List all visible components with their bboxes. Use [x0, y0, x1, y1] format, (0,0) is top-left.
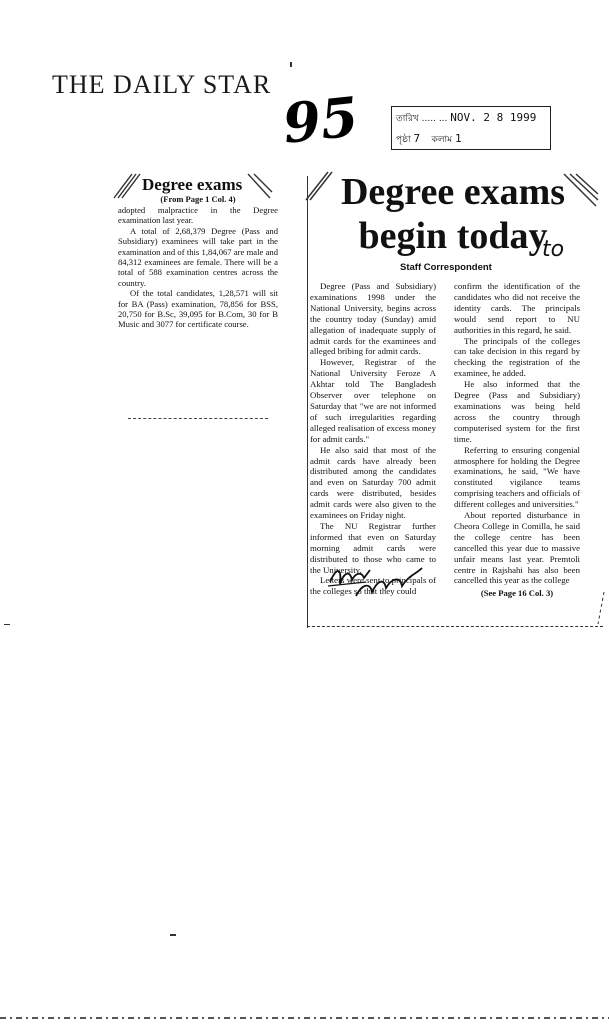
continuation-paragraph: adopted malpractice in the Degree examination last year. — [118, 205, 278, 226]
article-paragraph: Referring to ensuring congenial atmosphere for holding the Degree examinations, he said, "We have constituted vigilance teams comprising teachers and officials of different colleges and universities." — [454, 444, 580, 510]
stamp-date-row — [396, 108, 546, 129]
article-byline: Staff Correspondent — [400, 262, 492, 273]
article-column-2 — [454, 281, 580, 598]
handwritten-number: 95 — [279, 84, 362, 156]
stamp-date-label: তারিখ ..... ... — [396, 114, 448, 124]
article-paragraph: Letters were sent to principals of the colleges so that they could — [310, 575, 436, 597]
article-paragraph: The NU Registrar further informed that even on Saturday morning admit cards were distributed to those who came to the University. — [310, 520, 436, 575]
clipping-cut-line — [128, 418, 268, 419]
stamp-page-label: পৃষ্ঠা — [396, 135, 411, 145]
continuation-from-line: (From Page 1 Col. 4) — [160, 194, 236, 204]
continuation-paragraph: Of the total candidates, 1,28,571 will sit for BA (Pass) examination, 78,856 for BSS, 20,750 for B.Sc, 39,095 for B.Com, 30 for B Music and 3077 for certificate course. — [118, 288, 278, 330]
stamp-page-value: 7 — [413, 132, 421, 145]
handwritten-annotation: to — [542, 237, 565, 262]
article-column-1 — [310, 281, 436, 597]
page-edge-noise — [0, 1010, 609, 1024]
scan-speck — [4, 624, 10, 625]
handwritten-signature — [326, 560, 436, 600]
continuation-paragraph: A total of 2,68,379 Degree (Pass and Subsidiary) examinees will take part in the examination and of this 1,84,067 are male and 84,312 examinees are female. There will be a total of 588 examination centres across the country. — [118, 225, 278, 288]
headline-line-2: begin today — [358, 215, 548, 257]
article-paragraph: confirm the identification of the candidates who did not receive the identity cards. The principals would send report to NU authorities in this regard, he said. — [454, 281, 580, 335]
stamp-column-value: 1 — [455, 132, 462, 145]
continuation-clipping — [118, 176, 278, 330]
article-paragraph: Degree (Pass and Subsidiary) examinations 1998 under the National University, begins across the country today (Sunday) amid allegation of inadequate supply of admit cards for the examinees and alleged bribing for admit cards. — [310, 281, 436, 357]
date-stamp — [391, 106, 551, 150]
see-page-reference: (See Page 16 Col. 3) — [480, 588, 554, 599]
headline-line-1: Degree exams — [340, 171, 566, 213]
article-paragraph: About reported disturbance in Cheora College in Comilla, he said the college centre has been cancelled this year due to massive unfair means last year. Premtoli centre in Rajshahi has also been cancelled this year as the college — [454, 510, 580, 586]
article-paragraph: He also said that most of the admit cards have already been distributed among the candidates and even on Saturday 700 admit cards were distributed, besides admit cards were also given to the examinees on Friday night. — [310, 444, 436, 521]
scan-speck — [290, 62, 292, 67]
clipping-cut-mark — [596, 590, 606, 626]
article-paragraph: However, Registrar of the National University Feroze A Akhtar told The Bangladesh Observer over telephone on Saturday that "we are not informed of such irregularities regarding alleged realisation of excess money for admit cards." — [310, 357, 436, 444]
continuation-headline: Degree exams — [142, 175, 243, 194]
scan-speck — [170, 934, 176, 936]
stamp-page-row — [396, 129, 546, 150]
article-paragraph: The principals of the colleges can take decision in this regard by checking the registration of the examinee, he added. — [454, 335, 580, 379]
stamp-date-value: NOV. 2 8 1999 — [450, 111, 537, 124]
clipping-border-left — [307, 176, 308, 628]
stamp-column-label: কলাম — [431, 135, 453, 145]
newspaper-masthead: THE DAILY STAR — [52, 70, 272, 99]
clipping-border-bottom — [307, 626, 603, 627]
article-paragraph: He also informed that the Degree (Pass and Subsidiary) examinations was being held across the country through computerised system for the first time. — [454, 379, 580, 444]
